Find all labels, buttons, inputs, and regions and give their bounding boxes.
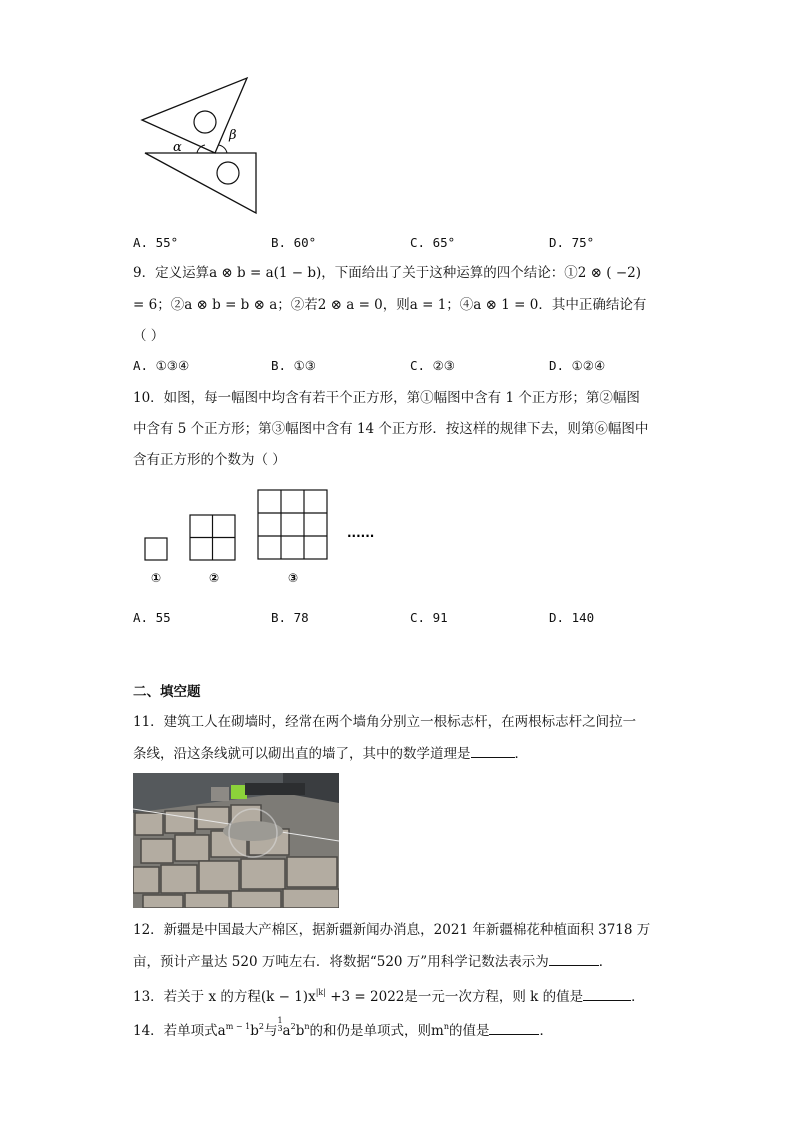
q14-text-mid: 的和仍是单项式，则m [309,1023,444,1039]
q14-exp-2b: 2 [290,1022,296,1031]
q14-a: a [282,1023,291,1039]
q14-exp-2a: 2 [258,1022,264,1031]
q11-line-2-end: ． [514,746,528,762]
q8-option-b: B. 60° [271,235,317,250]
lower-ruler-hole [217,162,239,184]
q12-line-2 [133,951,612,972]
q10-option-c: C. 91 [410,610,448,625]
figure-1-label: ① [151,571,162,585]
beta-label: β [229,128,237,143]
q13-text-end: ． [631,989,645,1005]
pattern-ellipsis: ······ [347,529,375,543]
beta-arc [218,145,227,153]
q10-line-2: 中含有 5 个正方形；第③幅图中含有 14 个正方形．按这样的规律下去，则第⑥幅图中 [133,421,649,437]
q10-option-d: D. 140 [549,610,595,625]
q9-option-b: B. ①③ [271,358,316,373]
alpha-arc [197,145,205,153]
q9-option-c: C. ②③ [410,358,455,373]
upper-ruler-hole [194,111,216,133]
q14-frac-num: 1 [277,1016,283,1025]
q12-answer-blank[interactable] [549,951,599,966]
figure-3-grid [258,490,327,559]
bricklaying-photo-illustration [133,773,339,908]
q9-option-d: D. ①②④ [549,358,606,373]
q14-exp-n2: n [443,1022,449,1031]
q8-option-d: D. 75° [549,235,595,250]
q8-option-a: A. 55° [133,235,179,250]
q8-option-c: C. 65° [410,235,456,250]
q14-answer-blank[interactable] [489,1020,539,1035]
q13-exponent: |k| [315,988,326,997]
q10-option-b: B. 78 [271,610,309,625]
figure-2-grid [190,515,235,560]
q11-answer-blank[interactable] [471,743,515,758]
q14-frac-den: 3 [277,1024,283,1033]
q14-and: 与 [263,1023,278,1039]
section-title-fill-in: 二、填空题 [133,684,201,700]
q13-text-mid: +3 = 2022是一元一次方程，则 k 的值是 [325,989,584,1005]
figure-3-label: ③ [288,571,299,585]
q14-b2: b [295,1023,305,1039]
bricklaying-photo [133,773,339,908]
q9-option-a: A. ①③④ [133,358,190,373]
q14-line [133,1017,553,1041]
q13-answer-blank[interactable] [583,986,631,1001]
q14-text-end: ． [539,1023,553,1039]
figure-1-square [145,538,167,560]
q13-line [133,983,645,1007]
q10-line-3: 含有正方形的个数为（ ） [133,452,286,468]
q11-line-2 [133,743,528,764]
q14-b: b [250,1023,259,1039]
q11-line-2-text: 条线，沿这条线就可以砌出直的墙了，其中的数学道理是 [133,746,471,762]
q14-text-pre: 14．若单项式a [133,1023,226,1039]
q9-line-3: （ ） [133,328,165,344]
q14-exp-n: n [304,1022,310,1031]
q11-line-1: 11．建筑工人在砌墙时，经常在两个墙角分别立一根标志杆，在两根标志杆之间拉一 [133,714,637,730]
q13-text-pre: 13．若关于 x 的方程(k − 1)x [133,989,316,1005]
alpha-label: α [173,140,182,155]
q12-line-1: 12．新疆是中国最大产棉区，据新疆新闻办消息，2021 年新疆棉花种植面积 3718 万 [133,922,651,938]
squares-pattern-figure [140,485,380,590]
triangle-rulers-figure [135,75,265,220]
lower-triangle-ruler [145,153,256,213]
q10-option-a: A. 55 [133,610,171,625]
q12-line-2-text: 亩，预计产量达 520 万吨左右．将数据“520 万”用科学记数法表示为 [133,954,549,970]
figure-2-label: ② [209,571,220,585]
q9-line-2: = 6；②a ⊗ b = b ⊗ a；②若2 ⊗ a = 0，则a = 1；④a ⊗ 1 = 0．其中正确结论有 [133,297,647,313]
q10-line-1: 10．如图，每一幅图中均含有若干个正方形，第①幅图中含有 1 个正方形；第②幅图 [133,390,640,406]
q14-text-mid2: 的值是 [448,1023,490,1039]
q14-exp-m-minus-1: m − 1 [225,1022,251,1031]
q12-line-2-end: ． [598,954,613,970]
q9-line-1: 9．定义运算a ⊗ b = a(1 − b)，下面给出了关于这种运算的四个结论：①2 ⊗ ( −2) [133,265,641,281]
